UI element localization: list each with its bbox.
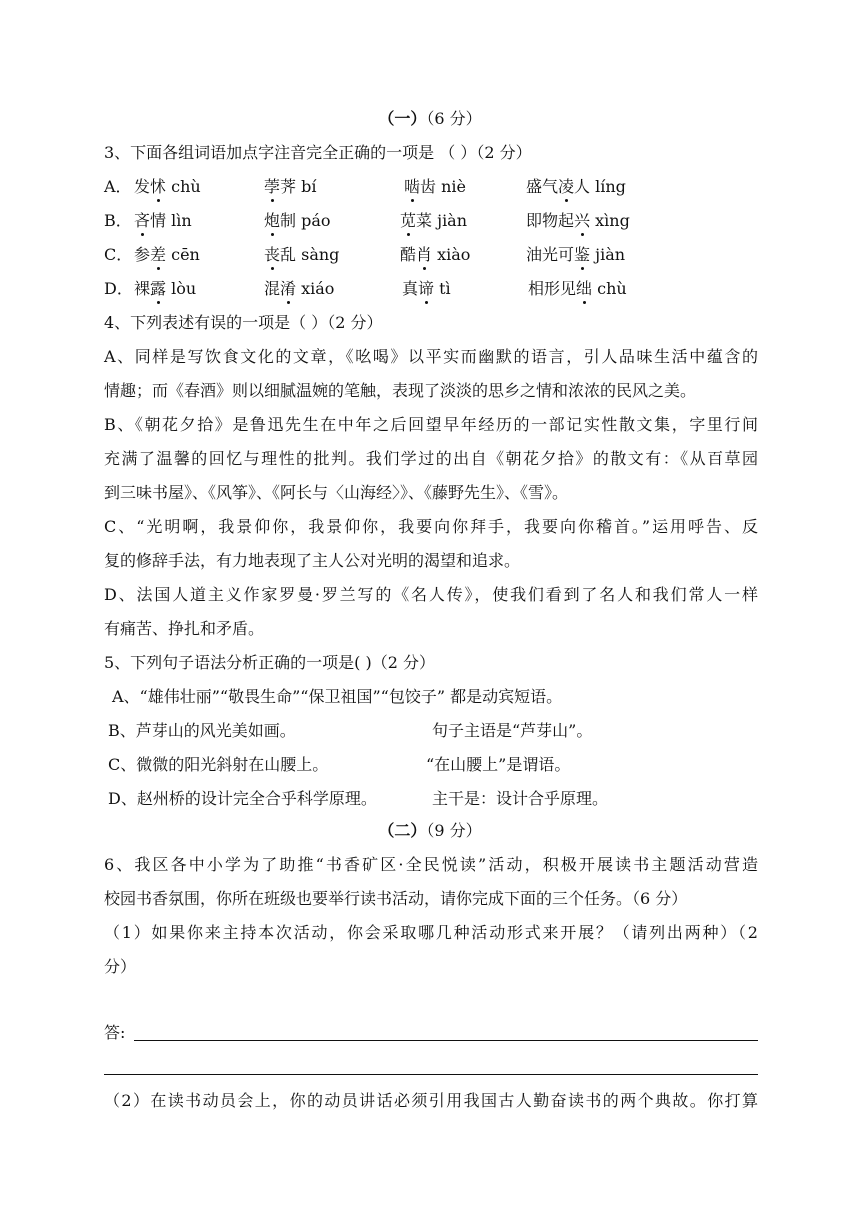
q5-option-d-analysis: 主干是：设计合乎原理。 [432,789,609,808]
q3-item: 参差 cēn [134,245,200,264]
pinyin: chù [166,177,201,196]
q3-option-label: A． [104,177,132,196]
q3-stem: 3、下面各组词语加点字注音完全正确的一项是 （ ）（2 分） [104,143,532,162]
q3-option-label: B． [104,211,132,230]
q3-item: 炮制 páo [264,211,331,230]
section-1-heading [0,108,860,130]
q4-option-c-line2: 复的修辞手法，有力地表现了主人公对光明的渴望和追求。 [104,551,521,570]
q3-item: 啮齿 niè [404,177,466,196]
q3-item: 苋菜 jiàn [400,211,468,230]
q6-sub1-line2: 分） [104,957,137,976]
section-2-score: （9 分） [426,821,482,840]
answer-line-2[interactable] [104,1074,758,1075]
q3-item: 发怵 chù [134,177,201,196]
q6-intro-line2: 校园书香氛围，你所在班级也要举行读书活动，请你完成下面的三个任务。（6 分） [104,889,688,908]
answer-line-1[interactable] [134,1040,758,1041]
q3-item: 相形见绌 chù [528,279,627,298]
q3-item: 盛气凌人 líng [526,177,626,196]
q4-option-b-line1: B、《朝花夕拾》是鲁迅先生在中年之后回望早年经历的一部记实性散文集，字里行间 [104,415,758,434]
q3-item: 裸露 lòu [134,279,197,298]
q6-sub2-line1: （2）在读书动员会上，你的动员讲话必须引用我国古人勤奋读书的两个典故。你打算 [104,1091,758,1110]
q4-option-a-line2: 情趣；而《春酒》则以细腻温婉的笔触，表现了淡淡的思乡之情和浓浓的民风之美。 [104,381,697,400]
q5-option-d-sentence: D、赵州桥的设计完全合乎科学原理。 [108,789,377,808]
q3-item: 真谛 tì [402,279,451,298]
q5-option-a: A、“雄伟壮丽”“敬畏生命”“保卫祖国”“包饺子” 都是动宾短语。 [112,687,563,706]
q3-option-label: D． [104,279,133,298]
q6-sub1-line1: （1）如果你来主持本次活动，你会采取哪几种活动形式来开展？（请列出两种）（2 [104,923,758,942]
q4-option-b-line3: 到三味书屋》、《风筝》、《阿长与〈山海经〉》、《藤野先生》、《雪》。 [104,483,569,502]
q3-item: 即物起兴 xìng [526,211,630,230]
q4-option-b-line2: 充满了温馨的回忆与理性的批判。我们学过的出自《朝花夕拾》的散文有：《从百草园 [104,449,758,468]
q5-option-b-analysis: 句子主语是“芦芽山”。 [432,721,593,740]
q3-item: 丧乱 sàng [264,245,340,264]
q4-option-d-line1: D、法国人道主义作家罗曼·罗兰写的《名人传》，使我们看到了名人和我们常人一样 [104,585,758,604]
q6-intro-line1: 6、我区各中小学为了助推“书香矿区·全民悦读”活动，积极开展读书主题活动营造 [104,855,758,874]
section-2-heading [0,820,860,842]
q3-item: 酷肖 xiào [400,245,471,264]
q5-option-b-sentence: B、芦芽山的风光美如画。 [108,721,296,740]
q4-stem: 4、下列表述有误的一项是（ ）（2 分） [104,313,383,332]
q3-item: 荸荠 bí [264,177,317,196]
q5-option-c-sentence: C、微微的阳光斜射在山腰上。 [108,755,329,774]
q3-item: 混淆 xiáo [264,279,335,298]
section-1-title: （一） [378,109,427,128]
section-1-score: （6 分） [426,109,482,128]
section-2-title: （二） [378,821,427,840]
q4-option-d-line2: 有痛苦、挣扎和矛盾。 [104,619,265,638]
q5-stem: 5、下列句子语法分析正确的一项是( )（2 分） [104,653,436,672]
q4-option-a-line1: A、同样是写饮食文化的文章，《吆喝》以平实而幽默的语言，引人品味生活中蕴含的 [104,347,758,366]
answer-label: 答: [104,1023,126,1042]
q3-option-label: C． [104,245,133,264]
q3-item: 油光可鉴 jiàn [526,245,626,264]
q5-option-c-analysis: “在山腰上”是谓语。 [426,755,571,774]
q4-option-c-line1: C、“光明啊，我景仰你，我景仰你，我要向你拜手，我要向你稽首。”运用呼告、反 [104,517,758,536]
q3-item: 吝情 lìn [134,211,192,230]
